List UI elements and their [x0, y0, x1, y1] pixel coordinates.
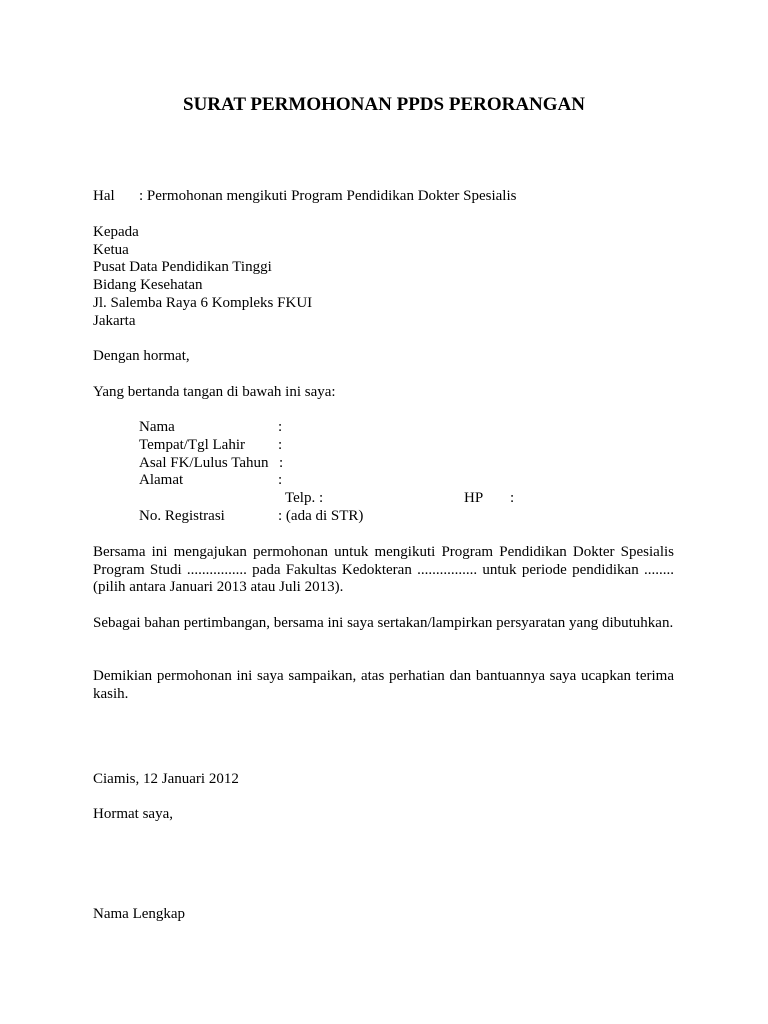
- field-label-alamat: Alamat: [139, 472, 184, 488]
- recipient-line: Pusat Data Pendidikan Tinggi: [93, 259, 272, 275]
- field-colon: :: [278, 472, 283, 488]
- field-colon: :: [279, 455, 284, 471]
- field-colon: :: [510, 490, 515, 506]
- subject-text: : Permohonan mengikuti Program Pendidikan Dokter Spesialis: [139, 188, 517, 204]
- recipient-line: Jakarta: [93, 313, 136, 329]
- intro-text: Yang bertanda tangan di bawah ini saya:: [93, 384, 336, 400]
- field-label-registrasi: No. Registrasi: [139, 508, 225, 524]
- recipient-line: Kepada: [93, 224, 139, 240]
- subject-label: Hal: [93, 188, 115, 204]
- recipient-line: Ketua: [93, 242, 129, 258]
- recipient-line: Jl. Salemba Raya 6 Kompleks FKUI: [93, 295, 313, 311]
- body-paragraph: Sebagai bahan pertimbangan, bersama ini saya sertakan/lampirkan persyaratan yang dibutuhkan.: [93, 615, 674, 631]
- closing-regards: Hormat saya,: [93, 806, 173, 822]
- field-label-nama: Nama: [139, 419, 175, 435]
- field-colon: :: [278, 419, 283, 435]
- greeting: Dengan hormat,: [93, 348, 190, 364]
- body-paragraph: Bersama ini mengajukan permohonan untuk mengikuti Program Pendidikan Dokter Spesialis Program Studi ................ pada Fakultas Kedokteran ................ untuk periode pendidikan ........ (pilih antara Januari 2013 atau Juli 2013).: [93, 544, 674, 595]
- body-paragraph: Demikian permohonan ini saya sampaikan, atas perhatian dan bantuannya saya ucapkan terima kasih.: [93, 668, 674, 702]
- signature-name: Nama Lengkap: [93, 906, 186, 922]
- field-label-asal: Asal FK/Lulus Tahun: [139, 455, 269, 471]
- field-label-telp: Telp. :: [285, 490, 324, 506]
- page-title: SURAT PERMOHONAN PPDS PERORANGAN: [183, 94, 585, 115]
- recipient-line: Bidang Kesehatan: [93, 277, 203, 293]
- place-date: Ciamis, 12 Januari 2012: [93, 771, 239, 787]
- field-colon: :: [278, 437, 283, 453]
- field-label-ttl: Tempat/Tgl Lahir: [139, 437, 245, 453]
- field-label-hp: HP: [464, 490, 484, 506]
- field-value-registrasi: : (ada di STR): [278, 508, 364, 524]
